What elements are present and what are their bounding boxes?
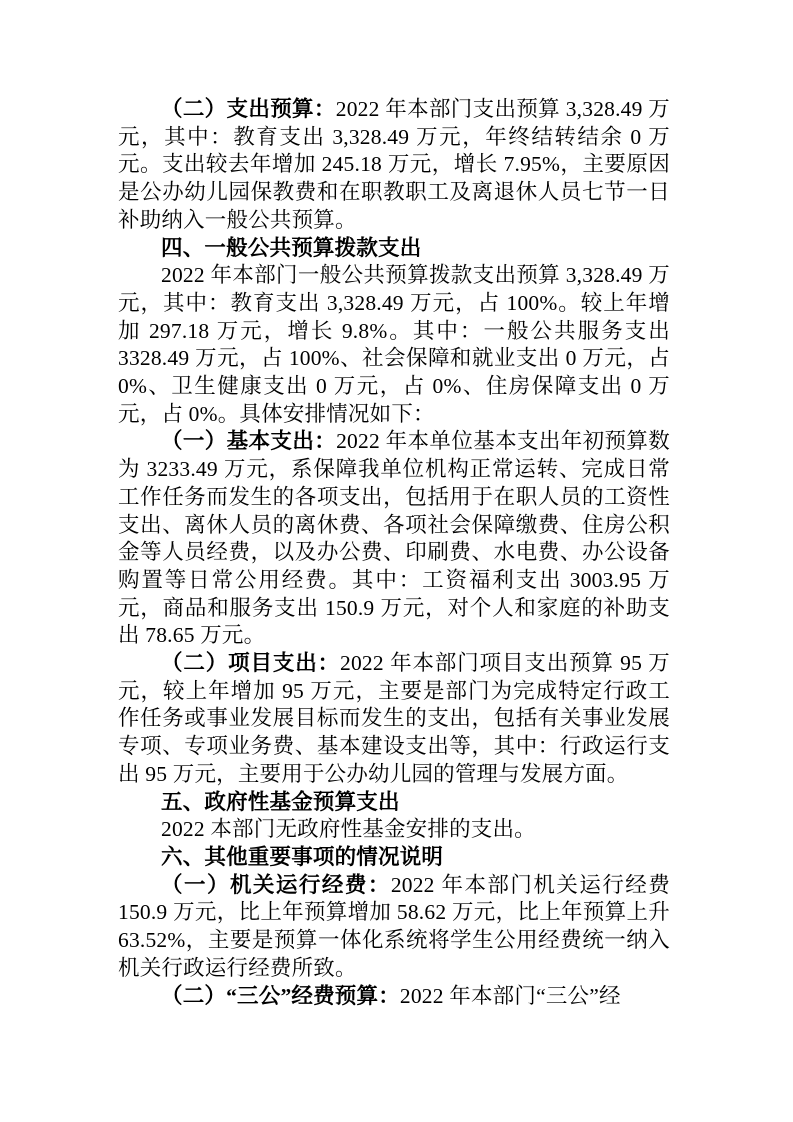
paragraph-text: 2022 年本部门“三公”经	[399, 983, 621, 1008]
paragraph-text: 2022 年本单位基本支出年初预算数为 3233.49 万元，系保障我单位机构正常运转、完成日常工作任务而发生的各项支出，包括用于在职人员的工资性支出、离休人员的离休费、各项社会保障缴费、住房公积金等人员经费，以及办公费、印刷费、水电费、办公设备购置等日常公用经费。其中：工资福利支出 3003.95 万元，商品和服务支出 150.9 万元，对个人和家庭的补助支出 78.65 万元。	[118, 429, 670, 648]
paragraph-lead-bold: （二）项目支出：	[161, 651, 341, 676]
paragraph-lead-bold: （二）“三公”经费预算：	[161, 983, 400, 1008]
paragraph-expenditure-budget	[118, 96, 670, 235]
paragraph-government-fund-note	[118, 816, 670, 844]
heading-other-important-matters	[118, 844, 670, 872]
heading-text: 六、其他重要事项的情况说明	[161, 844, 444, 869]
paragraph-lead-bold: （二）支出预算：	[161, 97, 336, 121]
paragraph-text: 2022 本部门无政府性基金安排的支出。	[161, 817, 536, 842]
paragraph-general-public-budget-details	[118, 262, 670, 428]
paragraph-lead-bold: （一）机关运行经费：	[161, 872, 391, 897]
heading-government-fund-budget-expenditure	[118, 789, 670, 817]
paragraph-three-public-funds-budget	[118, 983, 670, 1011]
heading-text: 四、一般公共预算拨款支出	[161, 235, 422, 260]
paragraph-project-expenditure	[118, 650, 670, 789]
paragraph-lead-bold: （一）基本支出：	[161, 429, 337, 454]
paragraph-text: 2022 年本部门一般公共预算拨款支出预算 3,328.49 万元，其中：教育支出 3,328.49 万元，占 100%。较上年增加 297.18 万元，增长 9.8%。其中：一般公共服务支出 3328.49 万元，占 100%、社会保障和就业支出 0 万元，占 0%、卫生健康支出 0 万元，占 0%、住房保障支出 0 万元，占 0%。具体安排情况如下：	[118, 263, 670, 426]
paragraph-text: 2022 年本部门项目支出预算 95 万元，较上年增加 95 万元，主要是部门为完成特定行政工作任务或事业发展目标而发生的支出，包括有关事业发展专项、专项业务费、基本建设支出等，其中：行政运行支出 95 万元，主要用于公办幼儿园的管理与发展方面。	[118, 651, 670, 786]
paragraph-text: 2022 年本部门机关运行经费 150.9 万元，比上年预算增加 58.62 万元，比上年预算上升 63.52%，主要是预算一体化系统将学生公用经费统一纳入机关行政运行经费所致。	[118, 872, 670, 980]
heading-text: 五、政府性基金预算支出	[161, 789, 400, 814]
paragraph-basic-expenditure	[118, 428, 670, 650]
heading-general-public-budget-expenditure	[118, 235, 670, 263]
paragraph-agency-operating-funds	[118, 872, 670, 983]
paragraph-text: 2022 年本部门支出预算 3,328.49 万元，其中：教育支出 3,328.49 万元，年终结转结余 0 万元。支出较去年增加 245.18 万元，增长 7.95%，主要原因是公办幼儿园保教费和在职教职工及离退休人员七节一日补助纳入一般公共预算。	[118, 97, 670, 232]
document-body	[118, 96, 670, 1010]
